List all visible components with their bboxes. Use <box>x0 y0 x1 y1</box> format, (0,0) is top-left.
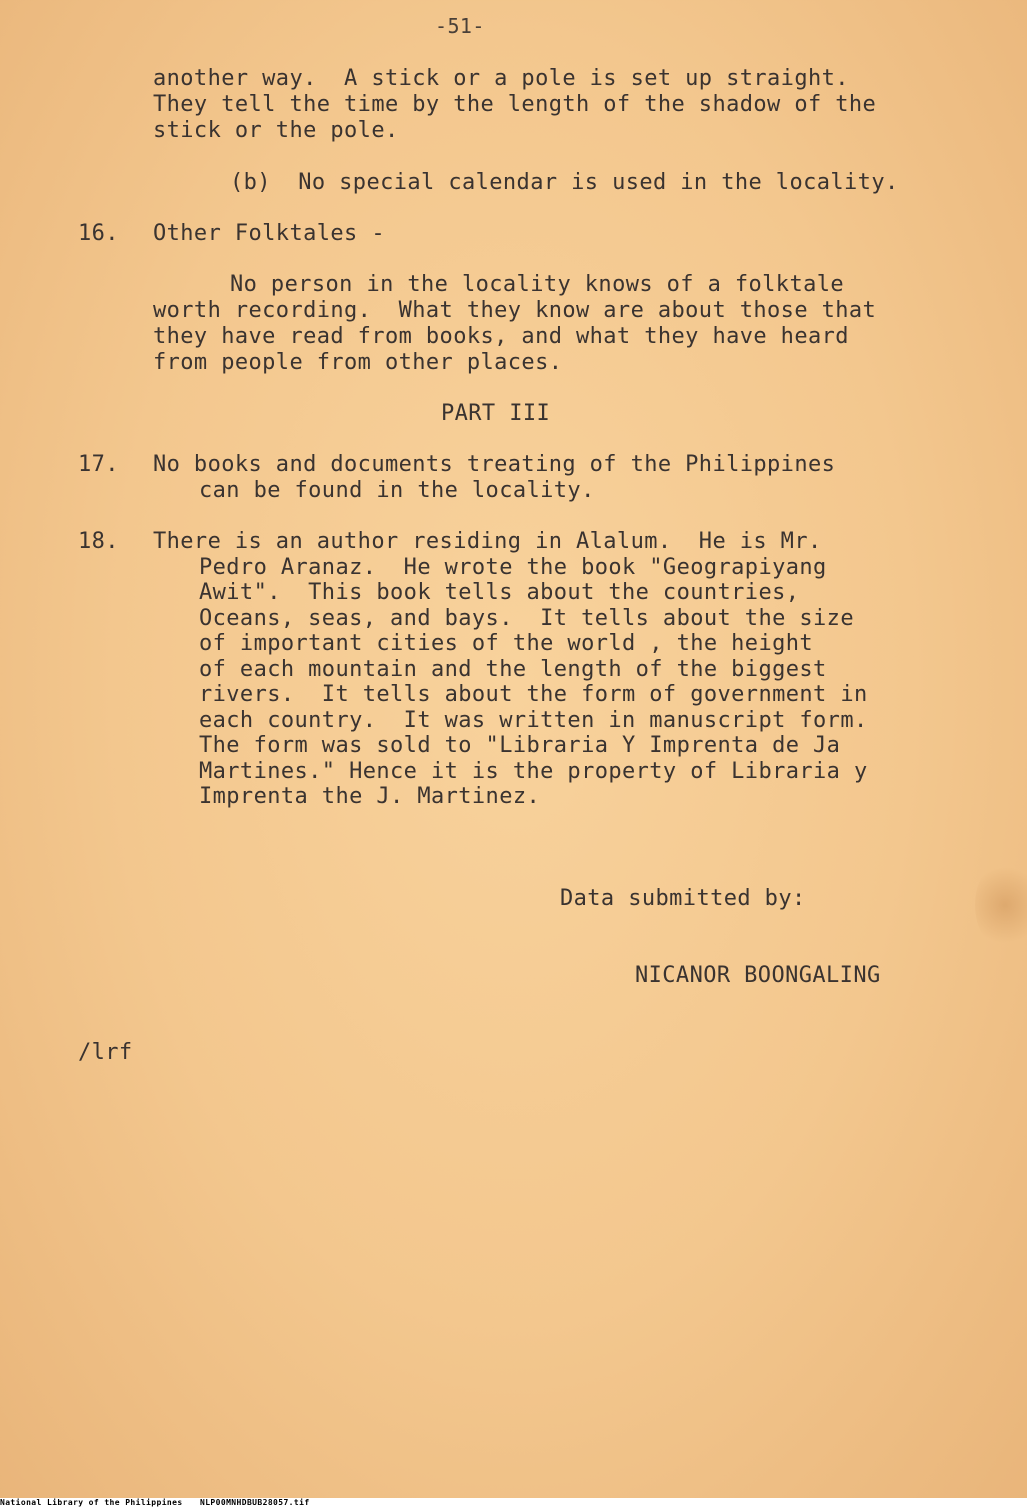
footer-filename: NLP00MNHDBUB28057.tif <box>200 1498 310 1507</box>
item-17-number: 17. <box>78 452 119 477</box>
page-number: -51- <box>435 14 485 38</box>
item-18-line: Martines." Hence it is the property of Libraria y <box>199 759 868 784</box>
footer-library: National Library of the Philippines <box>0 1498 183 1507</box>
item-18-line: Oceans, seas, and bays. It tells about the size <box>199 606 854 631</box>
continuation-line-1: another way. A stick or a pole is set up straight. <box>153 66 849 91</box>
typist-initials: /lrf <box>78 1040 133 1065</box>
item-16-heading: Other Folktales - <box>153 221 385 246</box>
continuation-line-3: stick or the pole. <box>153 118 399 143</box>
item-17-line: can be found in the locality. <box>199 478 595 503</box>
item-b-text: (b) No special calendar is used in the locality. <box>230 170 899 195</box>
item-18-line: rivers. It tells about the form of government in <box>199 682 868 707</box>
continuation-line-2: They tell the time by the length of the shadow of the <box>153 92 877 117</box>
paper-stain <box>975 860 1027 950</box>
signature-label: Data submitted by: <box>560 886 806 911</box>
item-18-line: Pedro Aranaz. He wrote the book "Geograpiyang <box>199 555 827 580</box>
item-18-line: The form was sold to "Libraria Y Imprenta de Ja <box>199 733 841 758</box>
item-18-line: each country. It was written in manuscript form. <box>199 708 868 733</box>
item-16-number: 16. <box>78 221 119 246</box>
signature-name: NICANOR BOONGALING <box>635 963 881 988</box>
item-17-line: No books and documents treating of the Philippines <box>153 452 836 477</box>
item-18-line: Imprenta the J. Martinez. <box>199 784 541 809</box>
item-18-line: There is an author residing in Alalum. He is Mr. <box>153 529 822 554</box>
item-18-line: Awit". This book tells about the countries, <box>199 580 800 605</box>
item-16-para-line: they have read from books, and what they have heard <box>153 324 849 349</box>
item-18-line: of important cities of the world , the height <box>199 631 814 656</box>
item-18-number: 18. <box>78 529 119 554</box>
item-16-para-line: No person in the locality knows of a folktale <box>230 272 845 297</box>
item-16-para-line: worth recording. What they know are about those that <box>153 298 877 323</box>
part-heading: PART III <box>441 401 551 426</box>
item-18-line: of each mountain and the length of the biggest <box>199 657 827 682</box>
item-16-para-line: from people from other places. <box>153 350 563 375</box>
